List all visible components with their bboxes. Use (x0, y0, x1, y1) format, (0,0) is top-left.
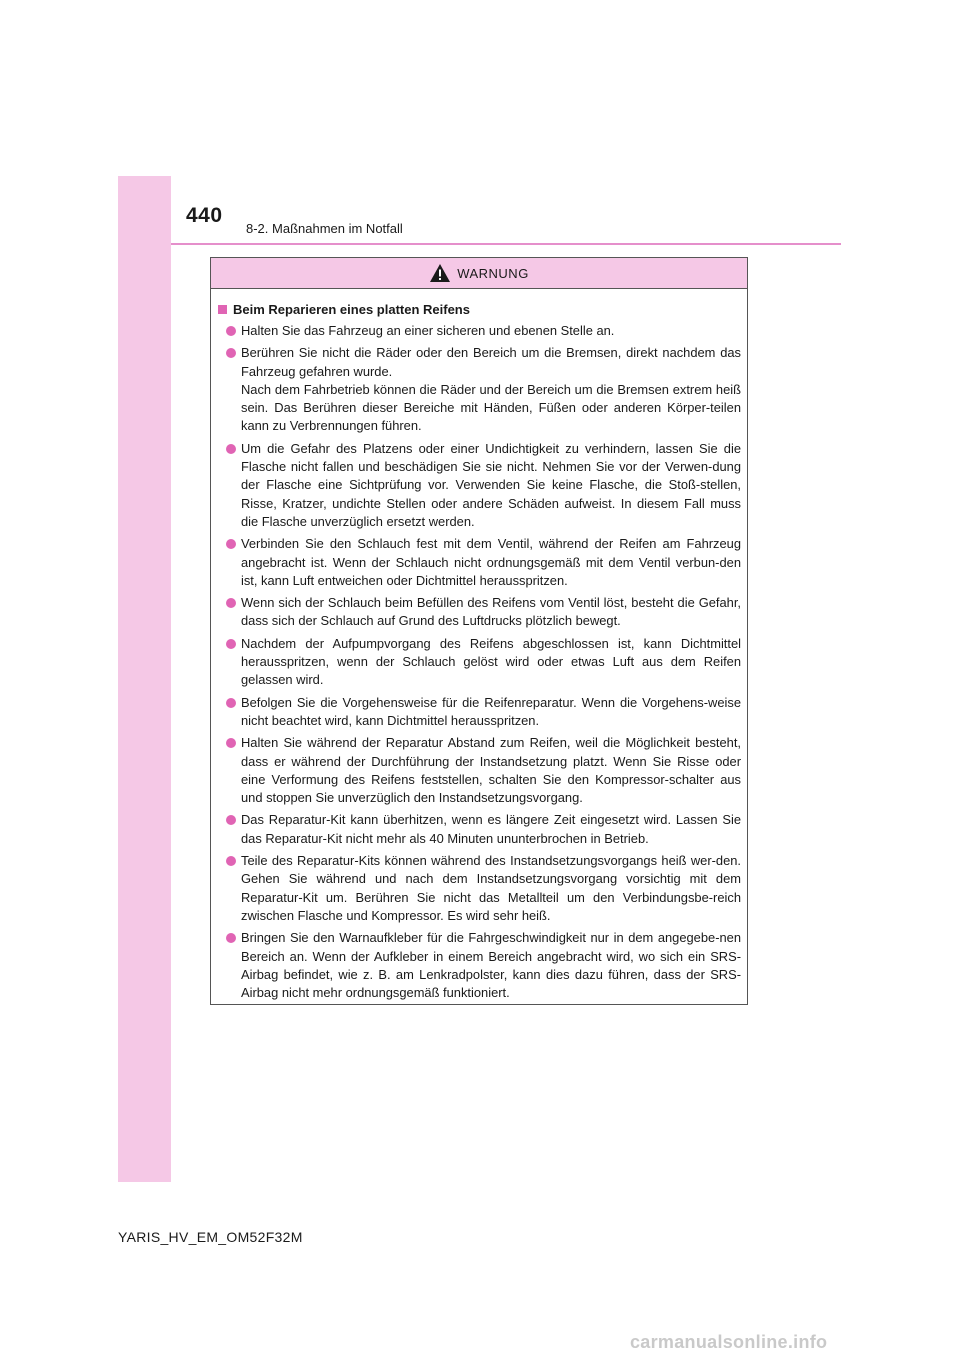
bullet-paragraph: Halten Sie während der Reparatur Abstand zum Reifen, weil die Möglichkeit besteht, dass er während der Durchführung der Instandsetzung platzt. Wenn Sie Risse oder eine Verformung des Reifens feststellen, schalten Sie den Kompressor-schalter aus und stoppen Sie unverzüglich den Instandsetzungsvorgang. (241, 735, 741, 806)
warning-triangle-icon (429, 263, 451, 283)
warning-box (210, 257, 748, 1005)
warning-bullet-item (218, 734, 741, 807)
warning-bullet-item (218, 635, 741, 690)
round-bullet-icon (226, 856, 236, 866)
bullet-text (241, 440, 741, 531)
round-bullet-icon (226, 639, 236, 649)
chapter-side-tab (118, 176, 171, 1182)
round-bullet-icon (226, 539, 236, 549)
round-bullet-icon (226, 598, 236, 608)
warning-header (211, 258, 747, 289)
square-bullet-icon (218, 305, 227, 314)
round-bullet-icon (226, 326, 236, 336)
bullet-text (241, 694, 741, 731)
round-bullet-icon (226, 698, 236, 708)
bullet-paragraph: Befolgen Sie die Vorgehensweise für die Reifenreparatur. Wenn die Vorgehens-weise nicht beachtet wird, kann Dichtmittel herausspritzen. (241, 694, 741, 728)
warning-body (211, 289, 747, 1002)
bullet-paragraph: Nach dem Fahrbetrieb können die Räder und der Bereich um die Bremsen extrem heiß sein. Das Berühren dieser Bereiche mit Händen, Füßen oder anderen Körper-teilen kann zu Verbrennungen führen. (241, 381, 741, 434)
round-bullet-icon (226, 815, 236, 825)
round-bullet-icon (226, 933, 236, 943)
bullet-paragraph: Halten Sie das Fahrzeug an einer sicheren und ebenen Stelle an. (241, 323, 615, 338)
bullet-text (241, 929, 741, 1002)
warning-bullet-item (218, 852, 741, 925)
warning-bullet-item (218, 811, 741, 848)
warning-bullet-item (218, 322, 741, 340)
bullet-paragraph: Um die Gefahr des Platzens oder einer Undichtigkeit zu verhindern, lassen Sie die Flasche nicht fallen und beschädigen Sie sie nicht. Nehmen Sie vor der Verwen-dung der Flasche eine Sichtprüfung vor. Verwenden Sie keine Flasche, die Stoß-stellen, Risse, Kratzer, undichte Stellen oder andere Schäden aufweist. In diesem Fall muss die Flasche unverzüglich ersetzt werden. (241, 440, 741, 529)
warning-bullet-item (218, 694, 741, 731)
bullet-paragraph: Wenn sich der Schlauch beim Befüllen des Reifens vom Ventil löst, besteht die Gefahr, dass sich der Schlauch auf Grund des Luftdrucks plötzlich bewegt. (241, 595, 741, 629)
warning-subheading (218, 301, 741, 319)
warning-bullet-item (218, 344, 741, 435)
round-bullet-icon (226, 348, 236, 358)
bullet-paragraph: Verbinden Sie den Schlauch fest mit dem Ventil, während der Reifen am Fahrzeug angebracht ist. Wenn der Schlauch nicht ordnungsgemäß mit dem Ventil verbun-den ist, kann Luft entweichen oder Dichtmittel herausspritzen. (241, 536, 741, 588)
bullet-text (241, 852, 741, 925)
bullet-paragraph: Bringen Sie den Warnaufkleber für die Fahrgeschwindigkeit nur in dem angegebe-nen Bereich an. Wenn der Aufkleber in einem Bereich angebracht wird, wo sich ein SRS-Airbag befindet, wie z. B. am Lenkradpolster, kann dies dazu führen, dass der SRS-Airbag nicht mehr ordnungsgemäß funktioniert. (241, 930, 741, 1001)
bullet-text (241, 322, 741, 340)
bullet-text (241, 635, 741, 690)
warning-title: WARNUNG (457, 265, 529, 281)
warning-bullet-item (218, 929, 741, 1002)
round-bullet-icon (226, 444, 236, 454)
header-divider (171, 243, 841, 245)
section-title: 8-2. Maßnahmen im Notfall (246, 221, 403, 236)
warning-bullet-item (218, 594, 741, 631)
bullet-paragraph: Das Reparatur-Kit kann überhitzen, wenn es längere Zeit eingesetzt wird. Lassen Sie das Reparatur-Kit nicht mehr als 40 Minuten ununterbrochen in Betrieb. (241, 812, 741, 846)
bullet-text (241, 734, 741, 807)
bullet-paragraph: Nachdem der Aufpumpvorgang des Reifens abgeschlossen ist, kann Dichtmittel herausspritzen, wenn der Schlauch gelöst wird oder etwas Luft aus dem Reifen gelassen wird. (241, 635, 741, 688)
bullet-text (241, 811, 741, 848)
bullet-text (241, 535, 741, 590)
document-code: YARIS_HV_EM_OM52F32M (118, 1229, 303, 1245)
bullet-text (241, 344, 741, 435)
bullet-paragraph: Teile des Reparatur-Kits können während des Instandsetzungsvorgangs heiß wer-den. Gehen Sie während und nach dem Instandsetzungsvorgang vorsichtig mit dem Reparatur-Kit um. Berühren Sie nicht das Metallteil um den Verbindungsbe-reich zwischen Flasche und Kompressor. Es wird sehr heiß. (241, 853, 741, 923)
warning-bullet-item (218, 535, 741, 590)
warning-bullet-item (218, 440, 741, 531)
warning-bullet-list (218, 322, 741, 1002)
watermark: carmanualsonline.info (630, 1332, 828, 1352)
bullet-text (241, 594, 741, 631)
warning-subheading-text: Beim Reparieren eines platten Reifens (233, 302, 470, 317)
bullet-paragraph: Berühren Sie nicht die Räder oder den Bereich um die Bremsen, direkt nachdem das Fahrzeug gefahren wurde. (241, 345, 741, 379)
page-number: 440 (186, 204, 223, 227)
round-bullet-icon (226, 738, 236, 748)
